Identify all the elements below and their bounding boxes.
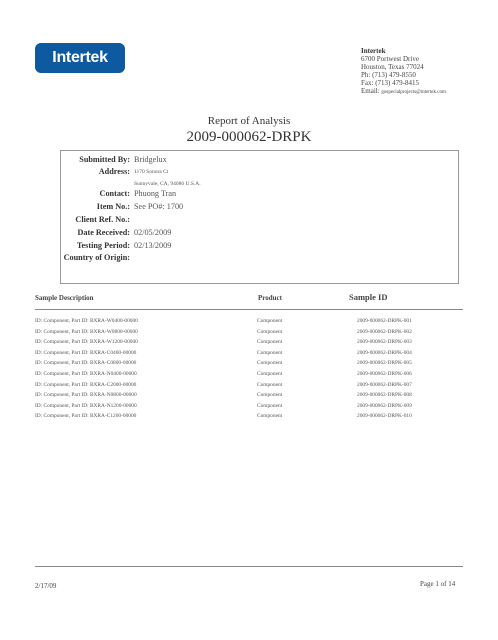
info-label: Testing Period: (76, 241, 130, 250)
email-line (361, 87, 446, 97)
info-row-address (61, 166, 458, 178)
info-value: See PO#: 1700 (134, 202, 184, 211)
cell-product: Component (257, 402, 283, 409)
report-title-block (0, 114, 498, 146)
col-header-sample-id: Sample ID (349, 292, 388, 302)
intertek-logo: Intertek (35, 43, 125, 73)
cell-description: ID: Component, Part ID: BXRA-W1200-00000 (35, 339, 138, 346)
info-value: 02/13/2009 (134, 241, 172, 250)
sample-table (35, 316, 463, 422)
cell-sample-id: 2009-000062-DRPK-010 (357, 413, 412, 420)
info-value: Sunnyvale, CA, 94086 U.S.A. (134, 181, 201, 187)
table-row (35, 327, 463, 338)
cell-product: Component (257, 328, 283, 335)
address-line-1: 6700 Portwest Drive (361, 55, 419, 63)
info-row-submitted-by (61, 154, 458, 166)
table-row (35, 401, 463, 412)
table-row (35, 358, 463, 369)
table-row (35, 348, 463, 359)
client-info-box (60, 150, 459, 284)
cell-description: ID: Component, Part ID: BXRA-N0400-00000 (35, 370, 137, 377)
info-label: Date Received: (77, 228, 130, 237)
fax-number: Fax: (713) 479-8415 (361, 79, 419, 87)
table-row (35, 380, 463, 391)
info-row-testing-period (61, 240, 458, 252)
info-row-contact (61, 188, 458, 200)
cell-product: Component (257, 381, 283, 388)
info-row-client-ref (61, 214, 458, 226)
cell-sample-id: 2009-000062-DRPK-009 (357, 402, 412, 409)
table-header-divider (35, 309, 463, 310)
cell-description: ID: Component, Part ID: BXRA-N1200-00000 (35, 402, 137, 409)
cell-product: Component (257, 360, 283, 367)
report-title: Report of Analysis (207, 115, 291, 127)
page-number: Page 1 of 14 (420, 580, 456, 588)
info-value: 1170 Sonora Ct (134, 169, 169, 175)
cell-sample-id: 2009-000062-DRPK-006 (357, 370, 412, 377)
email-address[interactable]: gospecialprojects@intertek.com (381, 90, 446, 95)
cell-description: ID: Component, Part ID: BXRA-C0400-00000 (35, 349, 137, 356)
col-header-product: Product (258, 294, 282, 302)
cell-description: ID: Component, Part ID: BXRA-W0400-00000 (35, 318, 138, 324)
company-name: Intertek (361, 47, 386, 55)
info-label: Client Ref. No.: (75, 215, 130, 224)
cell-product: Component (257, 370, 283, 377)
cell-sample-id: 2009-000062-DRPK-002 (357, 328, 412, 335)
col-header-sample-description: Sample Description (35, 294, 94, 302)
email-label: Email: (361, 87, 380, 95)
cell-description: ID: Component, Part ID: BXRA-C2000-00000 (35, 381, 137, 388)
cell-sample-id: 2009-000062-DRPK-005 (357, 360, 412, 367)
cell-description: ID: Component, Part ID: BXRA-C0800-00000 (35, 360, 137, 367)
cell-description: ID: Component, Part ID: BXRA-W0800-00000 (35, 328, 138, 335)
cell-sample-id: 2009-000062-DRPK-004 (357, 349, 412, 356)
table-row (35, 390, 463, 401)
info-label: Item No.: (96, 202, 130, 211)
cell-sample-id: 2009-000062-DRPK-008 (357, 392, 412, 399)
info-value: Phuong Tran (134, 189, 177, 198)
footer-date: 2/17/09 (35, 582, 57, 590)
info-row-date-received (61, 227, 458, 239)
table-row (35, 411, 463, 422)
info-label: Contact: (99, 189, 130, 198)
info-value: 02/05/2009 (134, 228, 172, 237)
info-row-country-of-origin (61, 252, 458, 264)
info-row-item-no (61, 201, 458, 213)
company-address-block (361, 47, 446, 97)
cell-product: Component (257, 318, 283, 324)
report-number: 2009-000062-DRPK (186, 129, 312, 145)
info-label: Country of Origin: (63, 253, 130, 262)
info-label: Submitted By: (79, 155, 130, 164)
info-label: Address: (98, 167, 130, 176)
info-value: Bridgelux (134, 155, 167, 164)
table-row (35, 369, 463, 380)
phone-number: Ph: (713) 479-8550 (361, 71, 416, 79)
footer-divider (35, 566, 463, 567)
cell-description: ID: Component, Part ID: BXRA-C1200-00000 (35, 413, 137, 420)
cell-sample-id: 2009-000062-DRPK-007 (357, 381, 412, 388)
address-line-2: Houston, Texas 77024 (361, 63, 424, 71)
cell-product: Component (257, 349, 283, 356)
cell-sample-id: 2009-000062-DRPK-001 (357, 318, 412, 324)
cell-product: Component (257, 392, 283, 399)
cell-product: Component (257, 339, 283, 346)
table-row (35, 337, 463, 348)
cell-description: ID: Component, Part ID: BXRA-N0800-00000 (35, 392, 137, 399)
table-row (35, 316, 463, 327)
cell-product: Component (257, 413, 283, 420)
cell-sample-id: 2009-000062-DRPK-003 (357, 339, 412, 346)
